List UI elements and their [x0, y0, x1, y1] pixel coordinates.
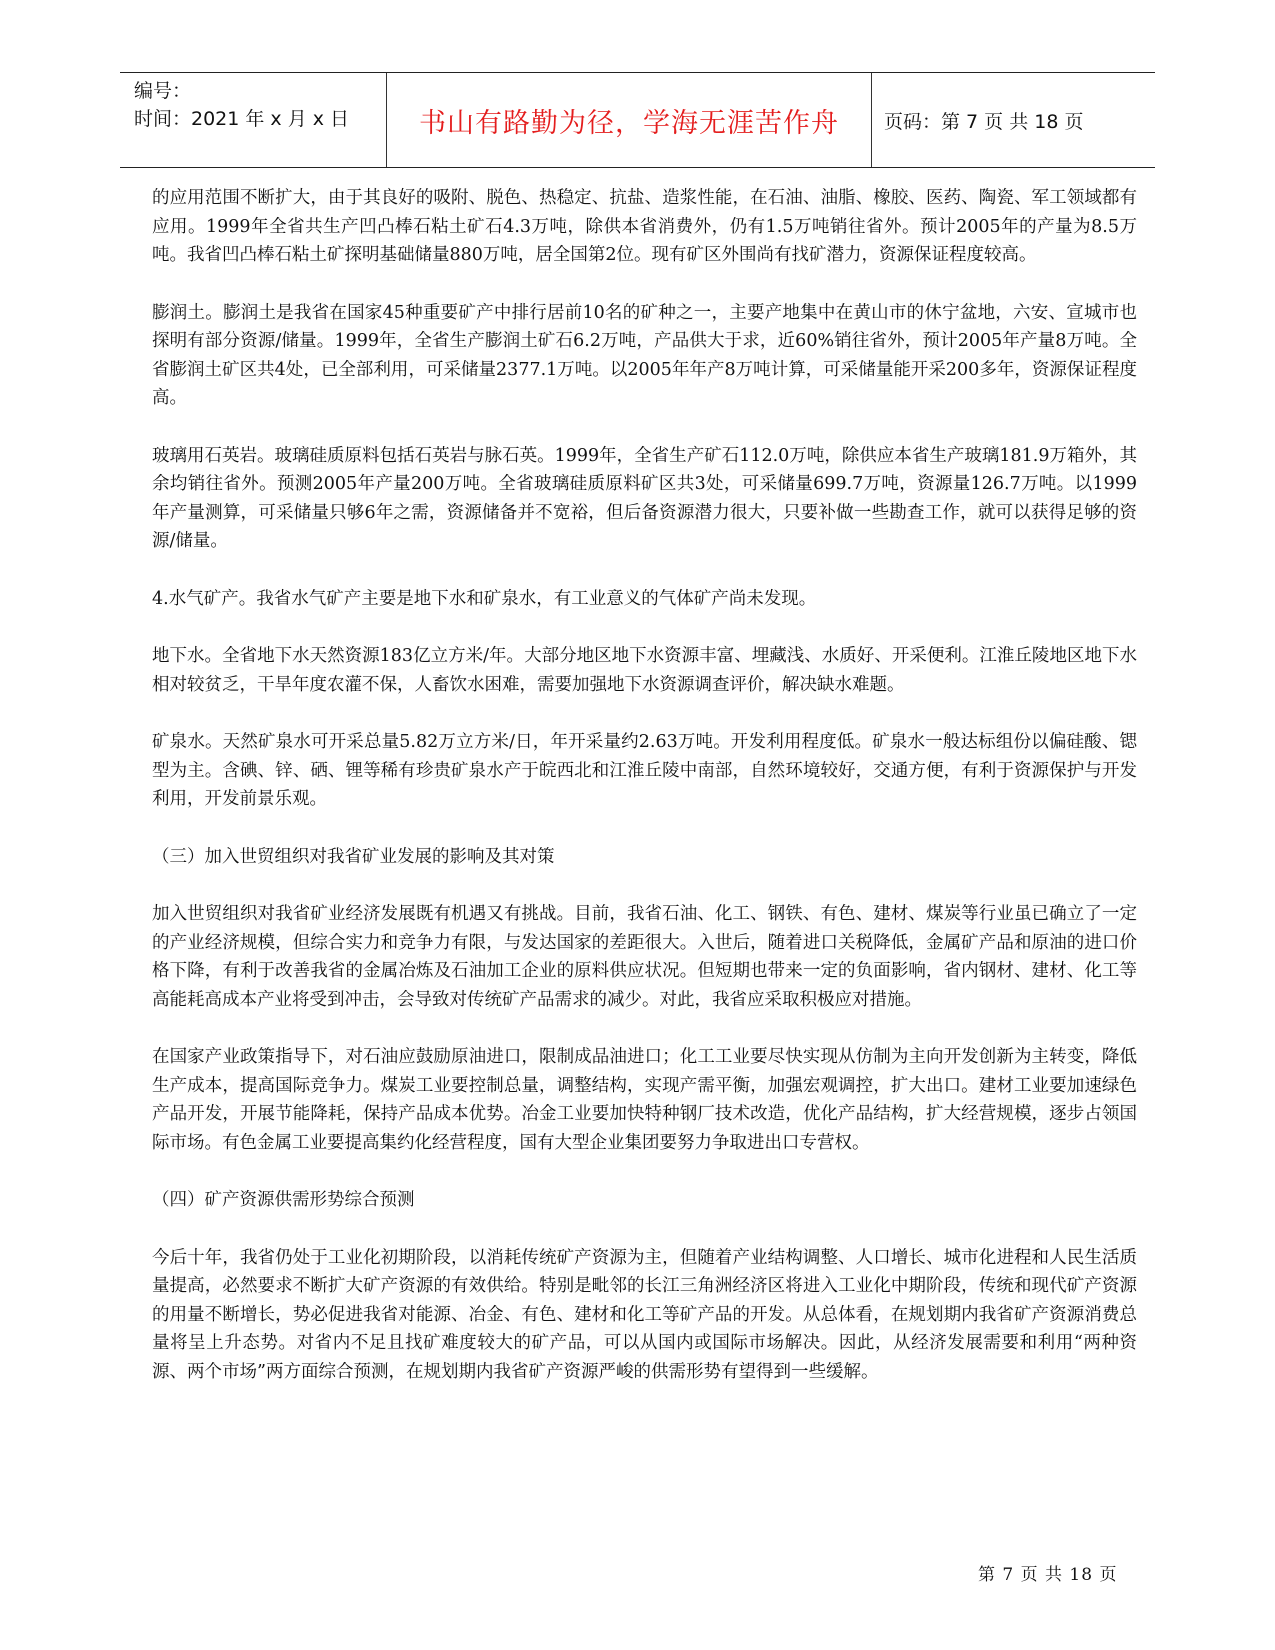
document-body	[152, 184, 1137, 1415]
paragraph-bentonite: 膨润土。膨润土是我省在国家45种重要矿产中排行居前10名的矿种之一，主要产地集中在黄山市的休宁盆地，六安、宣城市也探明有部分资源/储量。1999年，全省生产膨润土矿石6.2万吨，产品供大于求，近60%销往省外，预计2005年产量8万吨。全省膨润土矿区共4处，已全部利用，可采储量2377.1万吨。以2005年年产8万吨计算，可采储量能开采200多年，资源保证程度高。	[152, 302, 1137, 408]
paragraph-attapulgite: 的应用范围不断扩大，由于其良好的吸附、脱色、热稳定、抗盐、造浆性能，在石油、油脂、橡胶、医药、陶瓷、军工领域都有应用。1999年全省共生产凹凸棒石粘土矿石4.3万吨，除供本省消费外，仍有1.5万吨销往省外。预计2005年的产量为8.5万吨。我省凹凸棒石粘土矿探明基础储量880万吨，居全国第2位。现有矿区外围尚有找矿潜力，资源保证程度较高。	[152, 188, 1137, 265]
header-page-label: 页码：第 7 页 共 18 页	[884, 110, 1084, 133]
section-heading-forecast: （四）矿产资源供需形势综合预测	[152, 1190, 415, 1210]
header-meta	[134, 73, 364, 167]
paragraph-groundwater: 地下水。全省地下水天然资源183亿立方米/年。大部分地区地下水资源丰富、埋藏浅、水质好、开采便利。江淮丘陵地区地下水相对较贫乏，干旱年度农灌不保，人畜饮水困难，需要加强地下水资源调查评价，解决缺水难题。	[152, 646, 1137, 695]
time-label: 时间：2021 年 x 月 x 日	[134, 108, 350, 130]
paragraph-forecast: 今后十年，我省仍处于工业化初期阶段，以消耗传统矿产资源为主，但随着产业结构调整、人口增长、城市化进程和人民生活质量提高，必然要求不断扩大矿产资源的有效供给。特别是毗邻的长江三角洲经济区将进入工业化中期阶段，传统和现代矿产资源的用量不断增长，势必促进我省对能源、冶金、有色、建材和化工等矿产品的开发。从总体看，在规划期内我省矿产资源消费总量将呈上升态势。对省内不足且找矿难度较大的矿产品，可以从国内或国际市场解决。因此，从经济发展需要和利用“两种资源、两个市场”两方面综合预测，在规划期内我省矿产资源严峻的供需形势有望得到一些缓解。	[152, 1247, 1137, 1382]
paragraph-mineral-water: 矿泉水。天然矿泉水可开采总量5.82万立方米/日，年开采量约2.63万吨。开发利用程度低。矿泉水一般达标组份以偏硅酸、锶型为主。含碘、锌、硒、锂等稀有珍贵矿泉水产于皖西北和江淮丘陵中南部，自然环境较好，交通方便，有利于资源保护与开发利用，开发前景乐观。	[152, 732, 1137, 809]
paragraph-wto-impact: 加入世贸组织对我省矿业经济发展既有机遇又有挑战。目前，我省石油、化工、钢铁、有色、建材、煤炭等行业虽已确立了一定的产业经济规模，但综合实力和竞争力有限，与发达国家的差距很大。入世后，随着进口关税降低，金属矿产品和原油的进口价格下降，有利于改善我省的金属冶炼及石油加工企业的原料供应状况。但短期也带来一定的负面影响，省内钢材、建材、化工等高能耗高成本产业将受到冲击，会导致对传统矿产品需求的减少。对此，我省应采取积极应对措施。	[152, 904, 1137, 1010]
section-heading-wto: （三）加入世贸组织对我省矿业发展的影响及其对策	[152, 846, 555, 867]
page-footer: 第 7 页 共 18 页	[978, 1565, 1118, 1585]
paragraph-water-gas-minerals: 4.水气矿产。我省水气矿产主要是地下水和矿泉水，有工业意义的气体矿产尚未发现。	[152, 588, 817, 609]
paragraph-industry-policy: 在国家产业政策指导下，对石油应鼓励原油进口，限制成品油进口；化工工业要尽快实现从仿制为主向开发创新为主转变，降低生产成本，提高国际竞争力。煤炭工业要控制总量，调整结构，实现产需平衡，加强宏观调控，扩大出口。建材工业要加速绿色产品开发，开展节能降耗，保持产品成本优势。冶金工业要加快特种钢厂技术改造，优化产品结构，扩大经营规模，逐步占领国际市场。有色金属工业要提高集约化经营程度，国有大型企业集团要努力争取进出口专营权。	[152, 1047, 1137, 1153]
header-motto: 书山有路勤为径，学海无涯苦作舟	[386, 73, 872, 167]
paragraph-quartzite: 玻璃用石英岩。玻璃硅质原料包括石英岩与脉石英。1999年，全省生产矿石112.0万吨，除供应本省生产玻璃181.9万箱外，其余均销往省外。预测2005年产量200万吨。全省玻璃硅质原料矿区共3处，可采储量699.7万吨，资源量126.7万吨。以1999年产量测算，可采储量只够6年之需，资源储备并不宽裕，但后备资源潜力很大，只要补做一些勘查工作，就可以获得足够的资源/储量。	[152, 445, 1137, 551]
serial-label: 编号：	[134, 80, 192, 102]
page-header	[120, 72, 1155, 168]
